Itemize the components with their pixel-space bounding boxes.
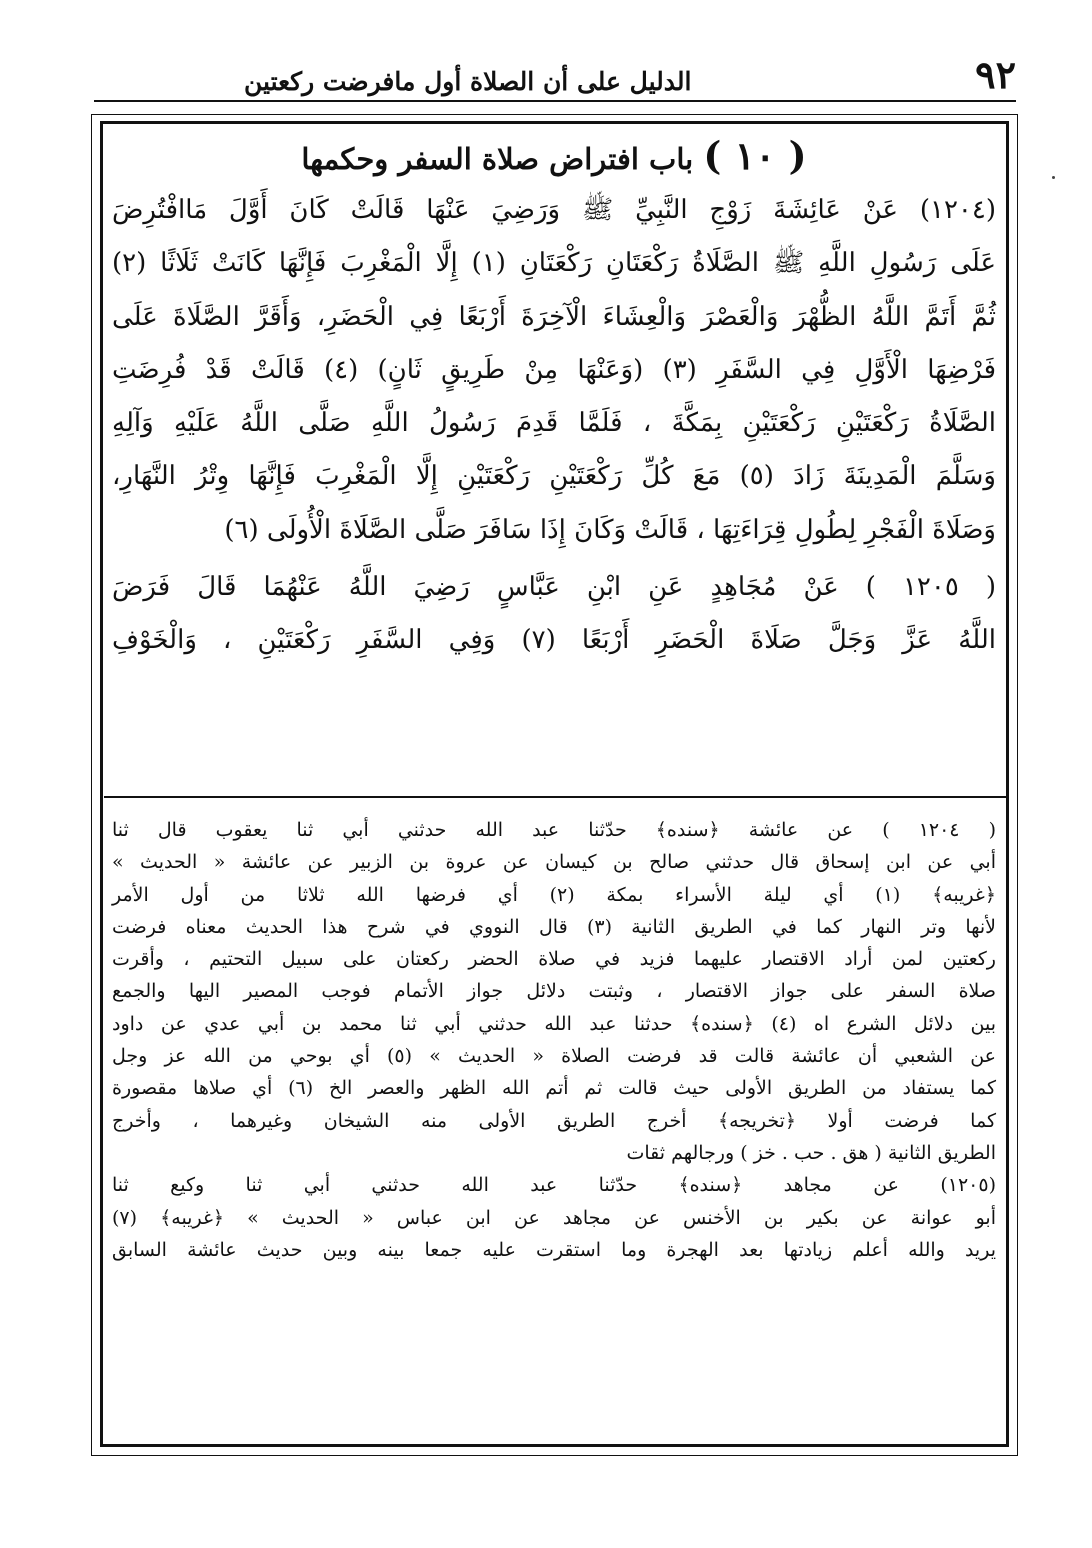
main-text-line: ( ١٢٠٥ ) عَنْ مُجَاهِدٍ عَنِ ابْنِ عَبَّاسٍ رَضِيَ اللَّهُ عَنْهُمَا قَالَ فَرَضَ: [112, 572, 996, 603]
chapter-number: ( ١٠ ): [703, 133, 807, 178]
footnote-line: أبو عوانة عن بكير بن الأخنس عن مجاهد عن ابن عباس « الحديث » ﴿غريبه﴾ (٧): [112, 1206, 996, 1229]
running-header: [94, 48, 1016, 97]
chapter-title: باب افتراض صلاة السفر وحكمها: [301, 142, 694, 176]
page-number: ٩٢: [975, 52, 1016, 97]
main-text-line: وَسَلَّمَ الْمَدِينَةَ زَادَ (٥) مَعَ كُلِّ رَكْعَتَيْنِ رَكْعَتَيْنِ إِلَّا الْمَغْرِبَ فَإِنَّهَا وِتْرُ النَّهَارِ،: [112, 461, 996, 492]
footnotes: [112, 814, 996, 1266]
margin-speck: [1052, 176, 1055, 179]
running-title: الدليل على أن الصلاة أول مافرضت ركعتين: [244, 67, 692, 96]
footnote-line: الطريق الثانية ( هق . حب . خز ) ورجالهم ثقات: [626, 1141, 996, 1164]
main-text-line: الصَّلَاةُ رَكْعَتَيْنِ رَكْعَتَيْنِ بِمَكَّةَ ، فَلَمَّا قَدِمَ رَسُولُ اللَّهِ صَلَّى اللَّهُ عَلَيْهِ وَآلِهِ: [112, 408, 996, 439]
footnote-line: ﴿غريبه﴾ (١) أي ليلة الأسراء بمكة (٢) أي فرضها الله ثلاثا من أول الأمر: [112, 883, 996, 906]
footnote-line: لأنها وتر النهار كما في الطريق الثانية (٣) قال النووي في شرح هذا الحديث معناه فرضت: [112, 915, 996, 938]
header-rule: [94, 100, 1016, 102]
footnote-line: عن الشعبي أن عائشة قالت قد فرضت الصلاة « الحديث » (٥) أي بوحي من الله عز وجل: [112, 1045, 997, 1068]
main-text-line: اللَّهُ عَزَّ وَجَلَّ صَلَاةَ الْحَضَرِ أَرْبَعًا (٧) وَفِي السَّفَرِ رَكْعَتَيْنِ ، وَالْخَوْفِ: [112, 625, 996, 656]
footnote-line: ركعتين لمن أراد الاقتصار عليهما فزيد في صلاة الحضر ركعتان على سبيل التحتيم ، وأقرت: [112, 948, 996, 971]
footnote-line: ( ١٢٠٤ ) عن عائشة ﴿سنده﴾ حدّثنا عبد الله حدثني أبي ثنا يعقوب قال ثنا: [112, 819, 996, 841]
footnote-line: كما يستفاد من الطريق الأولى حيث قالت ثم أتم الله الظهر والعصر الخ (٦) أي صلاها مقصورة: [112, 1077, 996, 1100]
main-text-line: عَلَى رَسُولِ اللَّهِ ﷺ الصَّلَاةُ رَكْعَتَانِ رَكْعَتَانِ (١) إِلَّا الْمَغْرِبَ فَإِنَّهَا كَانَتْ ثَلَاثًا (٢): [112, 248, 997, 279]
main-text: [112, 128, 996, 668]
main-text-line: (١٢٠٤) عَنْ عَائِشَةَ زَوْجِ النَّبِيِّ ﷺ وَرَضِيَ عَنْهَا قَالَتْ كَانَ أَوَّلَ مَاافْتُرِضَ: [112, 195, 997, 225]
footnote-line: كما فرضت أولا ﴿تخريجه﴾ أخرج الطريق الأولى منه الشيخان وغيرهما ، وأخرج: [112, 1109, 996, 1132]
footnote-line: يريد والله أعلم زيادتها بعد الهجرة وما استقرت عليه جمعا بينه وبين حديث عائشة السابق: [112, 1238, 996, 1261]
footnote-line: (١٢٠٥) عن مجاهد ﴿سنده﴾ حدّثنا عبد الله حدثني أبي ثنا وكيع ثنا: [112, 1174, 996, 1197]
main-text-line: فَرْضِهَا الْأَوَّلِ فِي السَّفَرِ (٣) (وَعَنْهَا مِنْ طَرِيقٍ ثَانٍ) (٤) قَالَتْ قَدْ فُرِضَتِ: [112, 354, 996, 385]
chapter-heading: [112, 128, 996, 184]
footnote-line: صلاة السفر على جواز الاقتصار ، وثبتت دلائل جواز الأتمام فوجب المصير اليها والجمع: [112, 980, 997, 1003]
main-text-line: ثُمَّ أَتَمَّ اللَّهُ الظُّهْرَ وَالْعَصْرَ وَالْعِشَاءَ الْآخِرَةَ أَرْبَعًا فِي الْحَضَرِ، وَأَقَرَّ الصَّلَاةَ عَلَى: [112, 301, 996, 332]
footnote-divider: [104, 796, 1006, 798]
footnote-line: أبي عن ابن إسحاق قال حدثني صالح بن كيسان عن عروة بن الزبير عن عائشة « الحديث »: [112, 851, 996, 874]
main-text-line: وَصَلَاةَ الْفَجْرِ لِطُولِ قِرَاءَتِهَا ، قَالَتْ وَكَانَ إِذَا سَافَرَ صَلَّى الصَّلَاةَ الْأُولَى (٦): [224, 514, 996, 545]
footnote-line: بين دلائل الشرع اه (٤) ﴿سنده﴾ حدثنا عبد الله حدثني أبي ثنا محمد بن أبي عدي عن داود: [112, 1012, 997, 1035]
